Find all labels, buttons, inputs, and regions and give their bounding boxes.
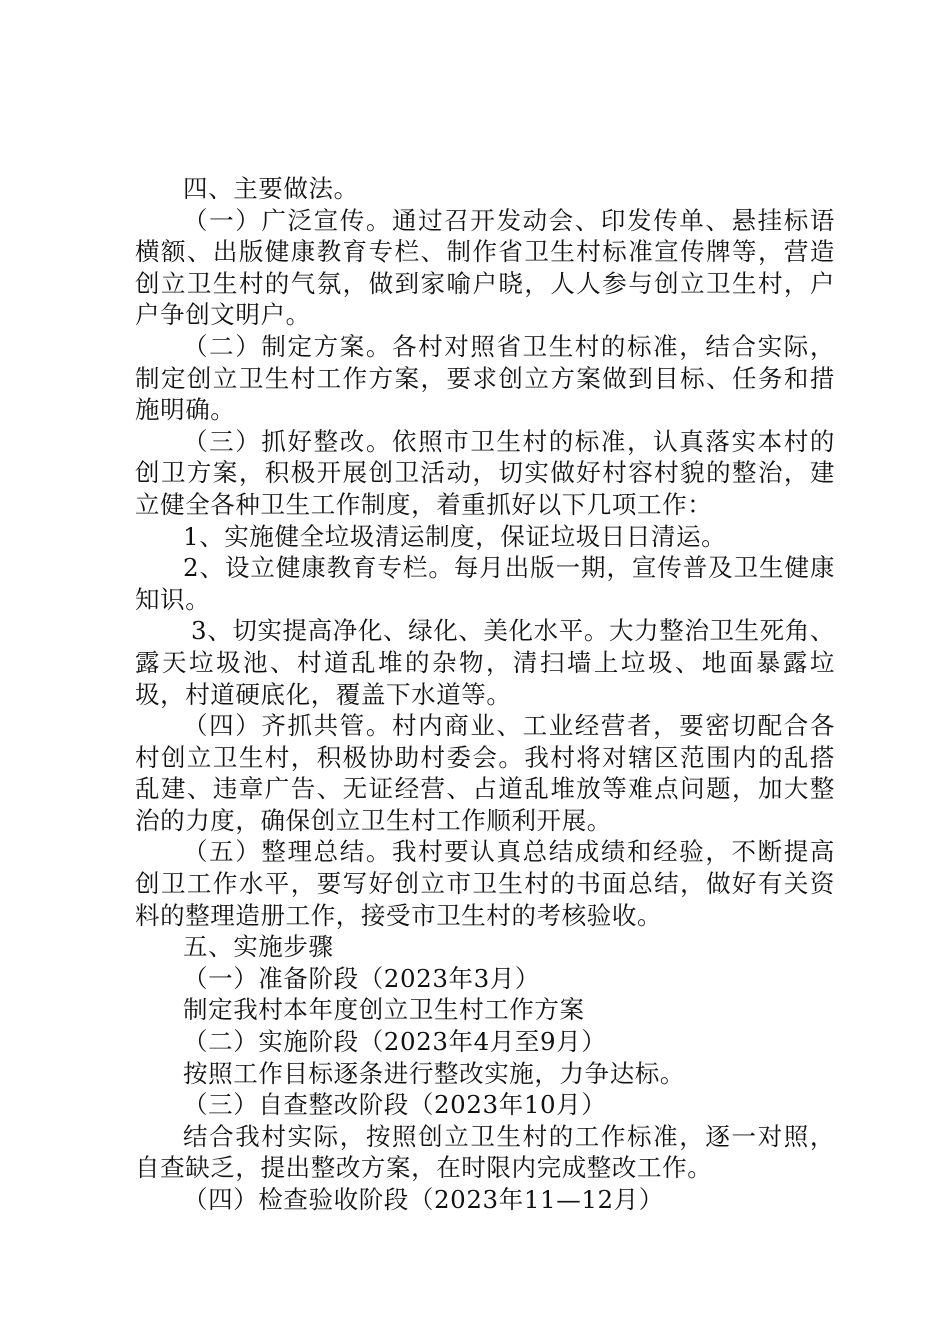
paragraph-summary: （五）整理总结。我村要认真总结成绩和经验，不断提高创卫工作水平，要写好创立市卫生村的书面总结，做好有关资料的整理造册工作，接受市卫生村的考核验收。	[135, 837, 835, 930]
step-acceptance: （四）检查验收阶段（2023年11—12月）	[183, 1185, 664, 1214]
paragraph-joint-management: （四）齐抓共管。村内商业、工业经营者，要密切配合各村创立卫生村，积极协助村委会。我村将对辖区范围内的乱搭乱建、违章广告、无证经营、占道乱堆放等难点问题，加大整治的力度，确保创立卫生村工作顺利开展。	[135, 711, 835, 835]
step-self-check: （三）自查整改阶段（2023年10月）	[183, 1090, 607, 1120]
step-preparation-detail: 制定我村本年度创立卫生村工作方案	[183, 995, 585, 1025]
list-item-greening: 3、切实提高净化、绿化、美化水平。大力整治卫生死角、露天垃圾池、村道乱堆的杂物，清扫墙上垃圾、地面暴露垃圾，村道硬底化，覆盖下水道等。	[135, 616, 835, 709]
paragraph-rectification: （三）抓好整改。依照市卫生村的标准，认真落实本村的创卫方案，积极开展创卫活动，切实做好村容村貌的整治，建立健全各种卫生工作制度，着重抓好以下几项工作：	[135, 426, 835, 519]
list-item-health-column: 2、设立健康教育专栏。每月出版一期，宣传普及卫生健康知识。	[135, 553, 835, 614]
list-item-garbage: 1、实施健全垃圾清运制度，保证垃圾日日清运。	[183, 521, 727, 551]
step-preparation: （一）准备阶段（2023年3月）	[183, 963, 541, 993]
step-self-check-detail: 结合我村实际，按照创立卫生村的工作标准，逐一对照，自查缺乏，提出整改方案，在时限内完成整改工作。	[135, 1121, 835, 1183]
paragraph-publicity: （一）广泛宣传。通过召开发动会、印发传单、悬挂标语横额、出版健康教育专栏、制作省卫生村标准宣传牌等，营造创立卫生村的气氛，做到家喻户晓，人人参与创立卫生村，户户争创文明户。	[135, 205, 835, 330]
paragraph-plan: （二）制定方案。各村对照省卫生村的标准，结合实际，制定创立卫生村工作方案，要求创立方案做到目标、任务和措施明确。	[135, 331, 835, 425]
section-heading-main-methods: 四、主要做法。	[183, 174, 359, 203]
step-implementation-detail: 按照工作目标逐条进行整改实施，力争达标。	[183, 1058, 685, 1088]
step-implementation: （二）实施阶段（2023年4月至9月）	[183, 1027, 607, 1057]
document-body	[135, 173, 835, 1216]
section-heading-steps: 五、实施步骤	[183, 932, 334, 962]
